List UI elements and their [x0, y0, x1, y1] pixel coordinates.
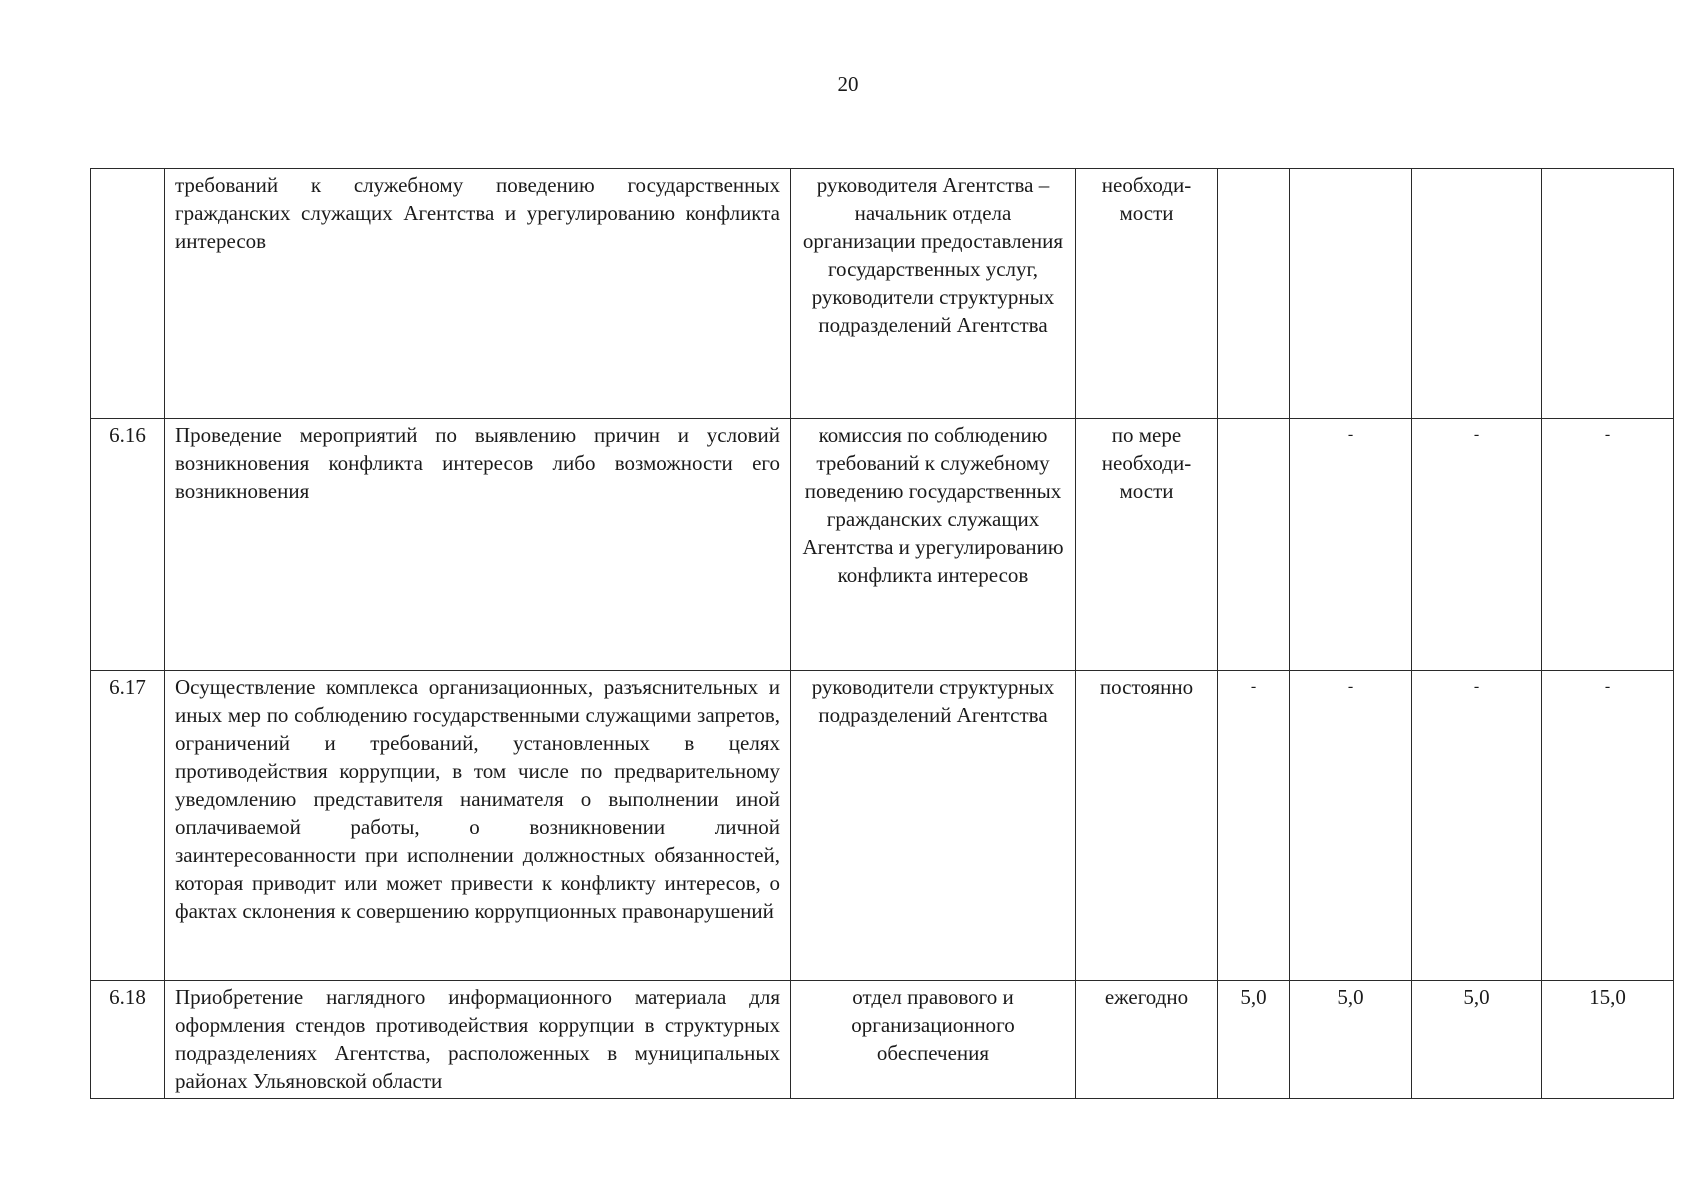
measures-table [90, 168, 1674, 1099]
row-value-1 [1218, 419, 1290, 671]
row-number: 6.17 [91, 671, 165, 981]
row-number [91, 169, 165, 419]
row-responsible: руководителя Агентства – начальник отдела организации предоставления государственных услуг, руководители структурных подразделений Агентства [791, 169, 1076, 419]
row-responsible: комиссия по соблюдению требований к служебному поведению государственных гражданских служащих Агентства и урегулированию конфликта интересов [791, 419, 1076, 671]
row-value-4: - [1542, 671, 1674, 981]
row-term: ежегодно [1076, 981, 1218, 1099]
row-value-4: 15,0 [1542, 981, 1674, 1099]
row-value-3: 5,0 [1412, 981, 1542, 1099]
row-value-3: - [1412, 419, 1542, 671]
row-value-1: - [1218, 671, 1290, 981]
row-description: требований к служебному поведению государственных гражданских служащих Агентства и урегулированию конфликта интересов [165, 169, 791, 419]
row-value-2: - [1290, 671, 1412, 981]
row-value-4 [1542, 169, 1674, 419]
row-number: 6.16 [91, 419, 165, 671]
row-value-2: 5,0 [1290, 981, 1412, 1099]
row-term: по мере необходи-мости [1076, 419, 1218, 671]
row-description: Приобретение наглядного информационного материала для оформления стендов противодействия коррупции в структурных подразделениях Агентства, расположенных в муниципальных районах Ульяновской области [165, 981, 791, 1099]
row-description: Осуществление комплекса организационных, разъяснительных и иных мер по соблюдению государственными служащими запретов, ограничений и требований, установленных в целях противодействия коррупции, в том числе по предварительному уведомлению представителя нанимателя о выполнении иной оплачиваемой работы, о возникновении личной заинтересованности при исполнении должностных обязанностей, которая приводит или может привести к конфликту интересов, о фактах склонения к совершению коррупционных правонарушений [165, 671, 791, 981]
row-value-4: - [1542, 419, 1674, 671]
row-responsible: отдел правового и организационного обеспечения [791, 981, 1076, 1099]
row-number: 6.18 [91, 981, 165, 1099]
row-description: Проведение мероприятий по выявлению причин и условий возникновения конфликта интересов либо возможности его возникновения [165, 419, 791, 671]
row-value-3: - [1412, 671, 1542, 981]
row-value-2 [1290, 169, 1412, 419]
table-row [91, 169, 1674, 419]
page-number: 20 [837, 72, 859, 96]
row-value-3 [1412, 169, 1542, 419]
row-value-2: - [1290, 419, 1412, 671]
row-term: необходи-мости [1076, 169, 1218, 419]
row-responsible: руководители структурных подразделений Агентства [791, 671, 1076, 981]
table-row [91, 981, 1674, 1099]
table-row [91, 419, 1674, 671]
row-term: постоянно [1076, 671, 1218, 981]
table-row [91, 671, 1674, 981]
row-value-1 [1218, 169, 1290, 419]
row-value-1: 5,0 [1218, 981, 1290, 1099]
